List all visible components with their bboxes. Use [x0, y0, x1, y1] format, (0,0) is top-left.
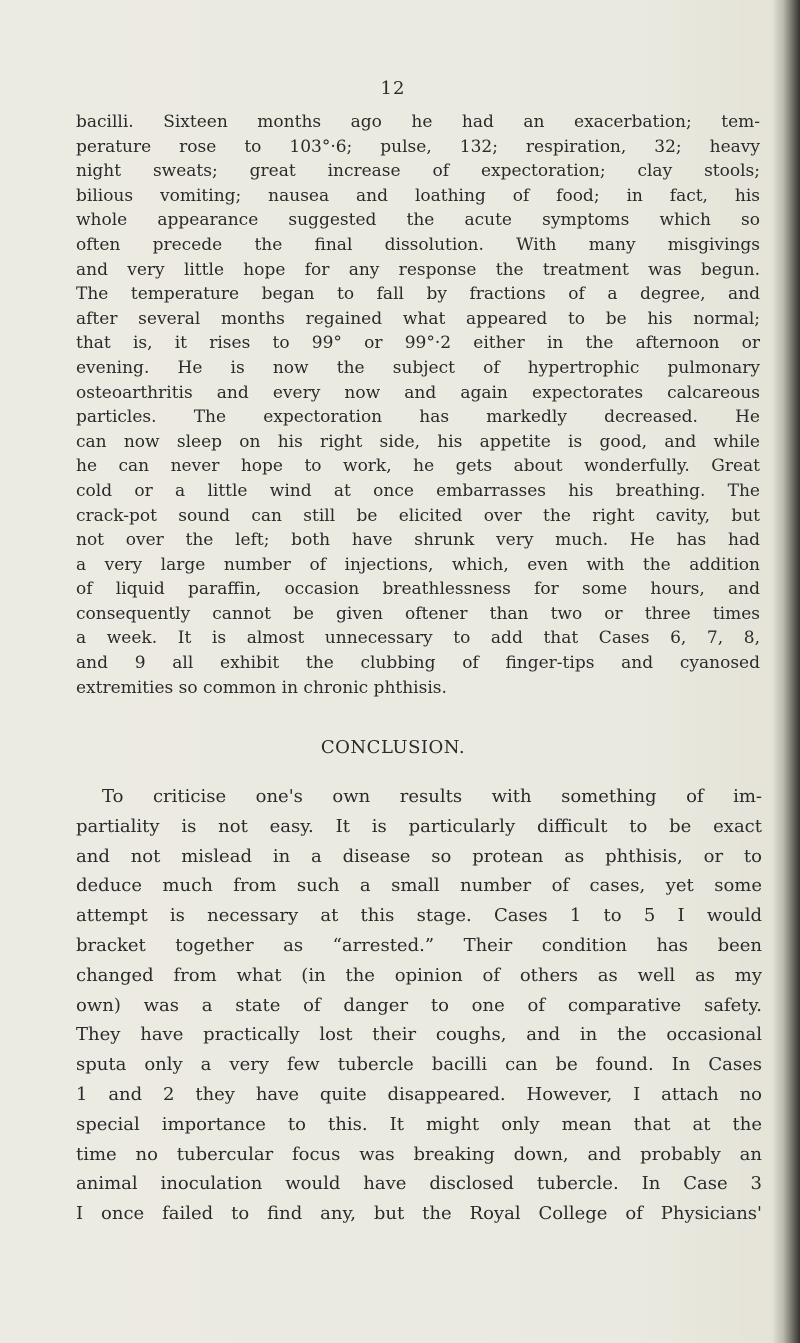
text-line: night sweats; great increase of expectoration; clay stools; [76, 161, 760, 182]
conclusion-paragraph [76, 782, 762, 1229]
text-line: a week. It is almost unnecessary to add that Cases 6, 7, 8, [76, 628, 760, 649]
text-line: The temperature began to fall by fractions of a degree, and [76, 284, 760, 305]
text-line: consequently cannot be given oftener than two or three times [76, 603, 760, 624]
page-number: 12 [380, 78, 406, 99]
text-line: I once failed to find any, but the Royal College of Physicians' [76, 1203, 762, 1225]
text-line: after several months regained what appeared to be his normal; [76, 308, 760, 329]
text-line: particles. The expectoration has markedly decreased. He [76, 407, 760, 428]
section-heading: CONCLUSION. [320, 737, 466, 758]
text-line: bilious vomiting; nausea and loathing of food; in fact, his [76, 185, 760, 206]
text-line: and not mislead in a disease so protean as phthisis, or to [76, 845, 762, 867]
text-line: extremities so common in chronic phthisis. [76, 677, 447, 698]
text-line: own) was a state of danger to one of comparative safety. [76, 994, 762, 1016]
text-line: 1 and 2 they have quite disappeared. However, I attach no [76, 1083, 762, 1105]
text-line: time no tubercular focus was breaking down, and probably an [76, 1143, 762, 1165]
text-line: deduce much from such a small number of cases, yet some [76, 875, 762, 897]
text-line: a very large number of injections, which, even with the addition [76, 554, 760, 575]
text-line: and 9 all exhibit the clubbing of finger-tips and cyanosed [76, 653, 760, 674]
text-line: To criticise one's own results with something of im- [102, 786, 762, 807]
text-line: and very little hope for any response the treatment was begun. [76, 259, 760, 280]
text-line: partiality is not easy. It is particularly difficult to be exact [76, 815, 762, 837]
text-line: osteoarthritis and every now and again expectorates calcareous [76, 382, 760, 403]
text-line: of liquid paraffin, occasion breathlessness for some hours, and [76, 579, 760, 600]
text-line: whole appearance suggested the acute symptoms which so [76, 210, 760, 231]
text-line: can now sleep on his right side, his appetite is good, and while [76, 431, 760, 452]
page-edge-shadow [772, 0, 800, 1343]
text-line: often precede the final dissolution. With many misgivings [76, 234, 760, 255]
text-line: crack-pot sound can still be elicited over the right cavity, but [76, 505, 760, 526]
case-description-paragraph [76, 110, 760, 700]
text-line: cold or a little wind at once embarrasses his breathing. The [76, 480, 760, 501]
text-line: changed from what (in the opinion of others as well as my [76, 964, 762, 986]
text-line: sputa only a very few tubercle bacilli can be found. In Cases [76, 1054, 762, 1076]
text-line: bracket together as “arrested.” Their condition has been [76, 934, 762, 956]
text-line: evening. He is now the subject of hypertrophic pulmonary [76, 357, 760, 378]
text-line: attempt is necessary at this stage. Cases 1 to 5 I would [76, 905, 762, 927]
text-line: not over the left; both have shrunk very much. He has had [76, 530, 760, 551]
text-line: bacilli. Sixteen months ago he had an exacerbation; tem- [76, 112, 760, 132]
text-line: that is, it rises to 99° or 99°·2 either in the afternoon or [76, 333, 760, 354]
text-line: special importance to this. It might only mean that at the [76, 1113, 762, 1135]
text-line: he can never hope to work, he gets about wonderfully. Great [76, 456, 760, 477]
text-line: animal inoculation would have disclosed tubercle. In Case 3 [76, 1173, 762, 1195]
text-line: They have practically lost their coughs, and in the occasional [76, 1024, 762, 1046]
text-line: perature rose to 103°·6; pulse, 132; respiration, 32; heavy [76, 136, 760, 157]
